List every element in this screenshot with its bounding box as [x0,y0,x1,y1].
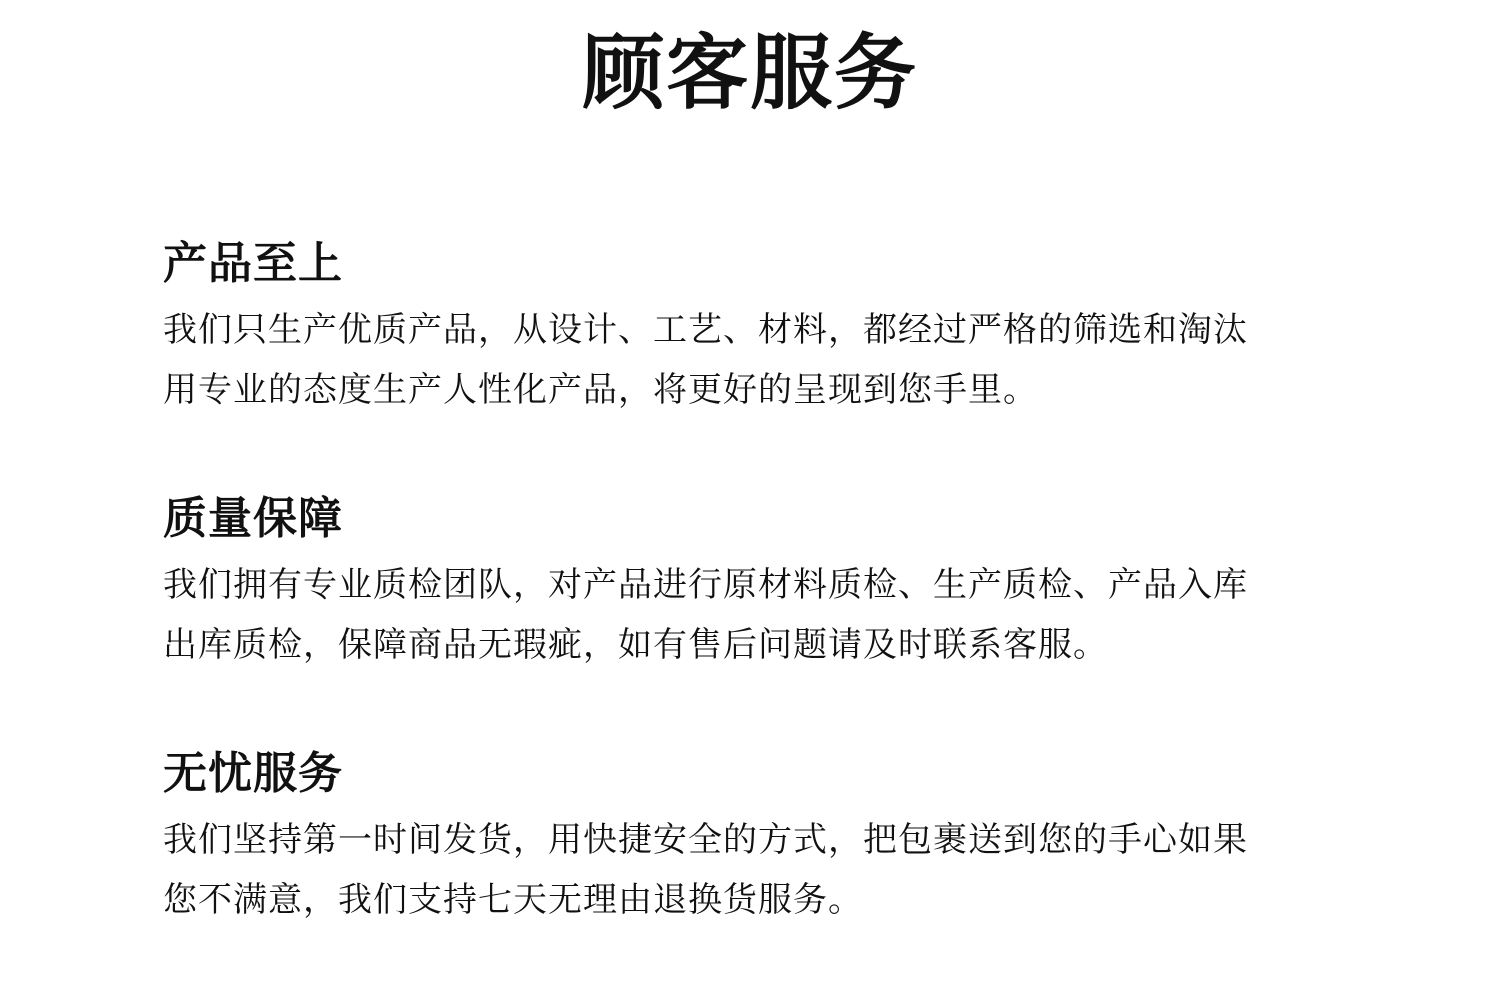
section-body [163,555,1353,675]
body-line: 用专业的态度生产人性化产品，将更好的呈现到您手里。 [163,370,1038,410]
section-worry-free-service [163,746,1353,930]
body-line: 我们拥有专业质检团队，对产品进行原材料质检、生产质检、产品入库 [163,565,1248,605]
section-heading: 产品至上 [163,238,343,289]
body-line: 我们只生产优质产品，从设计、工艺、材料，都经过严格的筛选和淘汰 [163,310,1248,350]
body-line: 您不满意，我们支持七天无理由退换货服务。 [163,880,863,920]
section-heading: 质量保障 [163,493,343,544]
page-title: 顾客服务 [581,26,918,121]
section-body [163,810,1353,930]
section-quality-assurance [163,491,1353,675]
section-product-first [163,236,1353,420]
section-heading: 无忧服务 [163,748,343,799]
section-body [163,300,1353,420]
body-line: 出库质检，保障商品无瑕疵，如有售后问题请及时联系客服。 [163,625,1108,665]
body-line: 我们坚持第一时间发货，用快捷安全的方式，把包裹送到您的手心如果 [163,820,1248,860]
